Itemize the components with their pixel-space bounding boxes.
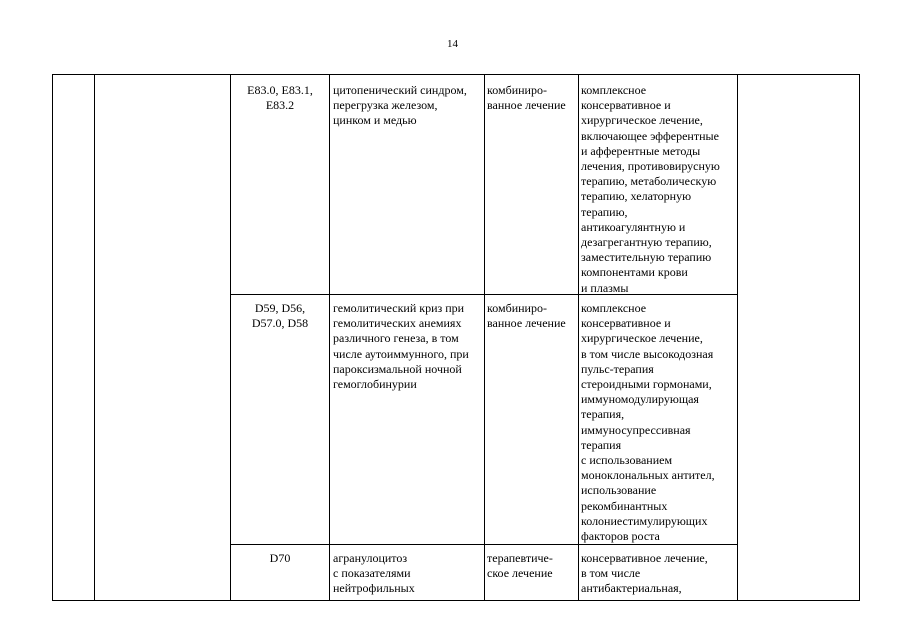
table-row-2-treatment-type: комбиниро- ванное лечение <box>487 301 566 331</box>
table-row-3-codes: D70 <box>269 551 291 565</box>
column-divider <box>329 75 330 600</box>
column-divider <box>230 75 231 600</box>
column-divider <box>484 75 485 600</box>
table-row-1-treatment-type: комбиниро- ванное лечение <box>487 83 566 113</box>
medical-care-table <box>52 74 860 601</box>
table-row-2-codes: D59, D56, D57.0, D58 <box>251 301 309 331</box>
page-number: 14 <box>447 38 458 50</box>
column-divider <box>94 75 95 600</box>
table-row-3-treatment-type: терапевтиче- ское лечение <box>487 551 553 581</box>
column-divider <box>578 75 579 600</box>
table-row-3-condition: агранулоцитоз с показателями нейтрофильных <box>333 551 415 596</box>
table-row-1-treatment: комплексное консервативное и хирургическое лечение, включающее эфферентные и афферентные методы лечения, противовирусную терапию, метаболическую терапию, хелаторную терапию, антикоагулянтную и дезагрегантную терапию, заместительную терапию компонентами крови и плазмы <box>581 83 720 295</box>
table-row-2-condition: гемолитический криз при гемолитических анемиях различного генеза, в том числе аутоиммунного, при пароксизмальной ночной гемоглобинурии <box>333 301 469 392</box>
table-row-1-codes: E83.0, E83.1, E83.2 <box>247 83 313 113</box>
table-row-1-condition: цитопенический синдром, перегрузка железом, цинком и медью <box>333 83 467 128</box>
table-row-3-treatment: консервативное лечение, в том числе антибактериальная, <box>581 551 708 596</box>
column-divider <box>737 75 738 600</box>
table-row-2-treatment: комплексное консервативное и хирургическое лечение, в том числе высокодозная пульс-терапия стероидными гормонами, иммуномодулирующая терапия, иммуносупрессивная терапия с использованием моноклональных антител, использование рекомбинантных колониестимулирующих факторов роста <box>581 301 715 544</box>
